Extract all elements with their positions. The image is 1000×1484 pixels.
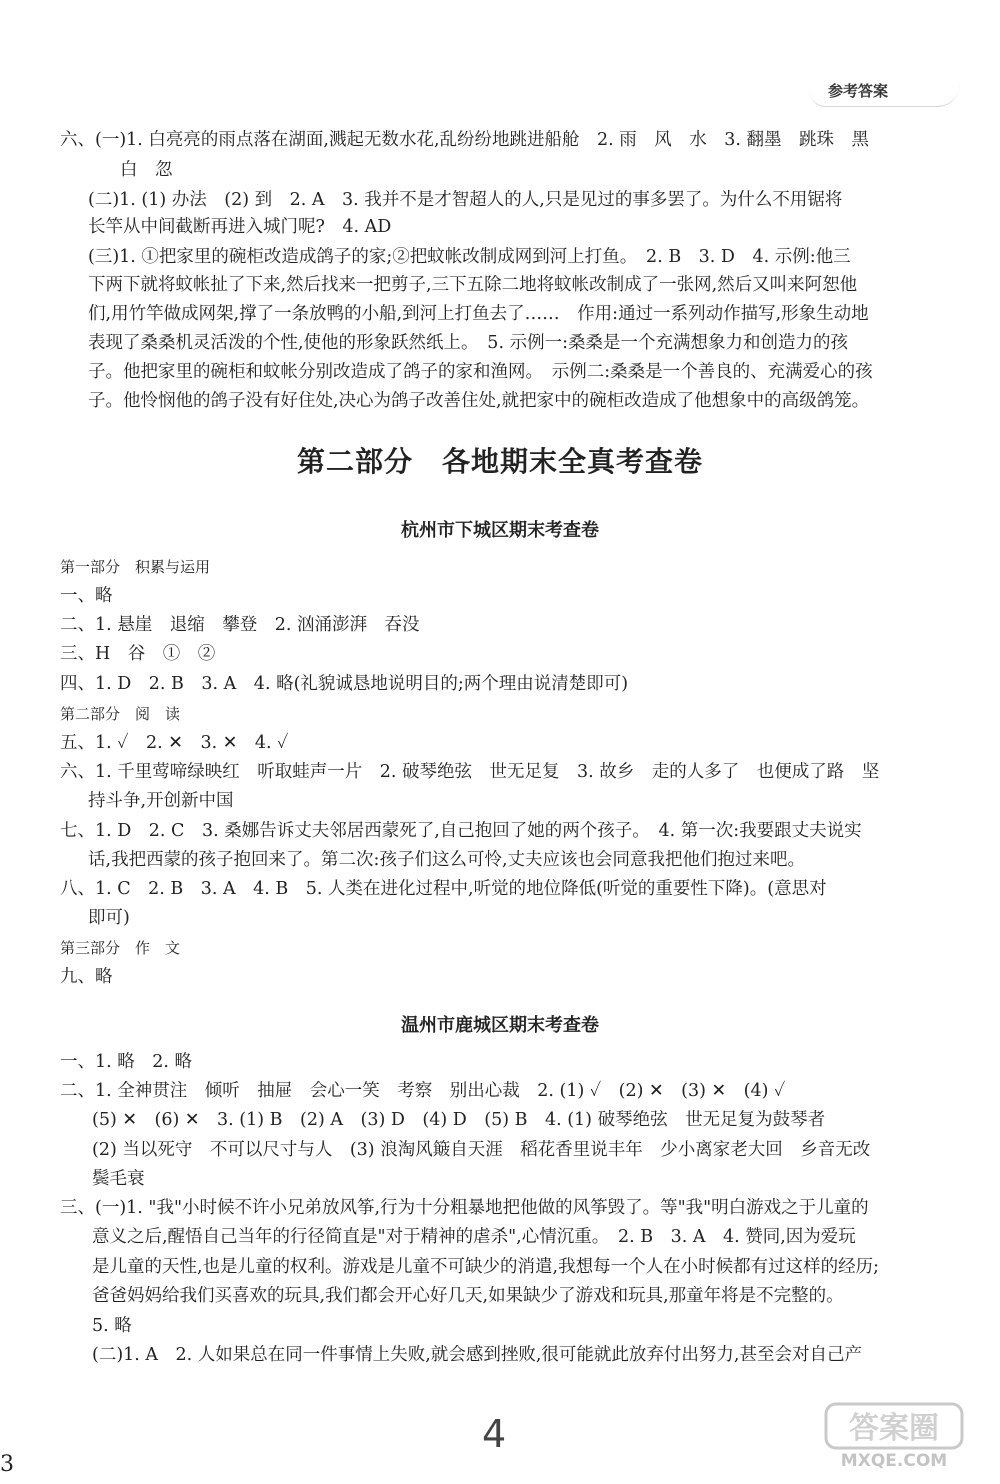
answer-line: 六、(一)1. 白亮亮的雨点落在湖面,溅起无数水花,乱纷纷地跳进船舱 2. 雨 风 水 3. 翻墨 跳珠 黑	[60, 130, 870, 150]
wenzhou-line: 一、1. 略 2. 略	[60, 1052, 193, 1072]
answer-line: 表现了桑桑机灵活泼的个性,使他的形象跃然纸上。 5. 示例一:桑桑是一个充满想象力和创造力的孩	[88, 333, 848, 353]
watermark-icon	[824, 1402, 964, 1472]
hangzhou-line: 持斗争,开创新中国	[88, 791, 234, 811]
wenzhou-line: 鬓毛衰	[92, 1169, 145, 1189]
wenzhou-line: (二)1. A 2. 人如果总在同一件事情上失败,就会感到挫败,很可能就此放弃付出努力,甚至会对自己产	[92, 1345, 862, 1365]
side-page-number: 3	[0, 1452, 14, 1477]
part-two-title: 第二部分 各地期末全真考查卷	[296, 445, 703, 478]
hangzhou-line: 三、H 谷 ① ②	[60, 644, 216, 664]
answer-key-tag	[828, 80, 888, 101]
hangzhou-line: 即可)	[88, 908, 130, 928]
hangzhou-line: 第二部分 阅 读	[60, 705, 181, 723]
wenzhou-line: 是儿童的天性,也是儿童的权利。游戏是儿童不可缺少的消遣,我想每一个人在小时候都有过这样的经历;	[92, 1257, 880, 1277]
wenzhou-exam-title: 温州市鹿城区期末考查卷	[401, 1015, 599, 1036]
answer-line: 长竿从中间截断再进入城门呢? 4. AD	[88, 217, 392, 237]
hangzhou-line: 二、1. 悬崖 退缩 攀登 2. 汹涌澎湃 吞没	[60, 615, 420, 635]
hangzhou-line: 第一部分 积累与运用	[60, 558, 211, 576]
wenzhou-line: 意义之后,醒悟自己当年的行径简直是"对于精神的虐杀",心情沉重。 2. B 3. A 4. 赞同,因为爱玩	[92, 1227, 856, 1247]
wenzhou-line: 三、(一)1. "我"小时候不许小兄弟放风筝,行为十分粗暴地把他做的风筝毁了。等"我"明白游戏之于儿童的	[60, 1198, 869, 1218]
watermark-url: MXQE.COM	[840, 1451, 948, 1471]
hangzhou-line: 九、略	[60, 967, 113, 987]
wenzhou-line: (2) 当以死守 不可以尺寸与人 (3) 浪淘风簸自天涯 稻花香里说丰年 少小离家老大回 乡音无改	[92, 1140, 871, 1160]
hangzhou-exam-title: 杭州市下城区期末考查卷	[401, 520, 599, 541]
answer-line: (二)1. (1) 办法 (2) 到 2. A 3. 我并不是才智超人的人,只是见过的事多罢了。为什么不用锯将	[88, 190, 843, 210]
answer-line: 下两下就将蚊帐扯了下来,然后找来一把剪子,三下五除二地将蚊帐改制成了一张网,然后又叫来阿恕他	[88, 275, 858, 295]
hangzhou-line: 六、1. 千里莺啼绿映红 听取蛙声一片 2. 破琴绝弦 世无足复 3. 故乡 走的人多了 也便成了路 坚	[60, 762, 880, 782]
answer-line: 子。他怜悯他的鸽子没有好住处,决心为鸽子改善住处,就把家中的碗柜改造成了他想象中的高级鸽笼。	[88, 391, 870, 411]
watermark-text: 答案圈	[849, 1411, 939, 1446]
hangzhou-line: 四、1. D 2. B 3. A 4. 略(礼貌诚恳地说明目的;两个理由说清楚即可)	[60, 674, 629, 694]
wenzhou-line: (5) ✕ (6) ✕ 3. (1) B (2) A (3) D (4) D (5) B 4. (1) 破琴绝弦 世无足复为鼓琴者	[92, 1110, 826, 1130]
answer-key-label: 参考答案	[827, 82, 888, 100]
hangzhou-line: 七、1. D 2. C 3. 桑娜告诉丈夫邻居西蒙死了,自己抱回了她的两个孩子。 4. 第一次:我要跟丈夫说实	[60, 821, 862, 841]
page-number: 4	[482, 1412, 507, 1456]
hangzhou-line: 五、1. ✓ 2. ✕ 3. ✕ 4. ✓	[60, 733, 289, 753]
hangzhou-line: 一、略	[60, 586, 113, 606]
wenzhou-line: 爸爸妈妈给我们买喜欢的玩具,我们都会开心好几天,如果缺少了游戏和玩具,那童年将是不完整的。	[92, 1286, 844, 1306]
answer-line: 子。他把家里的碗柜和蚊帐分别改造成了鸽子的家和渔网。 示例二:桑桑是一个善良的、充满爱心的孩	[88, 362, 873, 382]
hangzhou-line: 八、1. C 2. B 3. A 4. B 5. 人类在进化过程中,听觉的地位降低(听觉的重要性下降)。(意思对	[60, 879, 827, 899]
hangzhou-line: 第三部分 作 文	[60, 939, 181, 957]
wenzhou-line: 5. 略	[92, 1316, 132, 1336]
wenzhou-line: 二、1. 全神贯注 倾听 抽屉 会心一笑 考察 别出心裁 2. (1) ✓ (2) ✕ (3) ✕ (4) ✓	[60, 1081, 786, 1101]
header-decoration	[810, 84, 960, 107]
hangzhou-line: 话,我把西蒙的孩子抱回来了。第二次:孩子们这么可怜,丈夫应该也会同意我把他们抱过来吧。	[88, 850, 806, 870]
watermark-logo	[824, 1402, 964, 1472]
answer-line: 们,用竹竿做成网架,撑了一条放鸭的小船,到河上打鱼去了…… 作用:通过一系列动作描写,形象生动地	[88, 304, 869, 324]
answer-line: 白 忽	[120, 160, 173, 180]
answer-line: (三)1. ①把家里的碗柜改造成鸽子的家;②把蚊帐改制成网到河上打鱼。 2. B 3. D 4. 示例:他三	[88, 247, 851, 267]
